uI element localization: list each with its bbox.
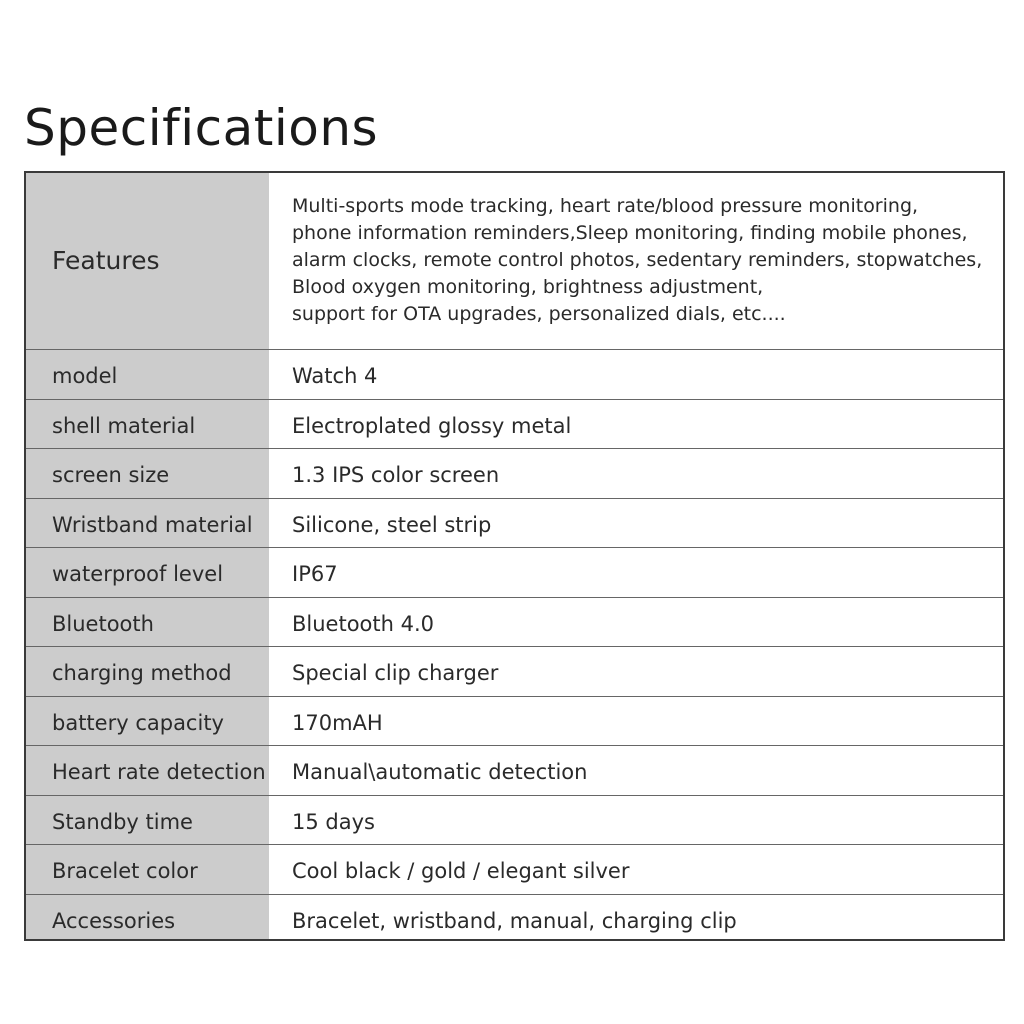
- spec-row-bluetooth: [26, 598, 1003, 648]
- spec-row-features: [26, 173, 1003, 350]
- spec-label: Bracelet color: [26, 845, 269, 894]
- spec-value: Bluetooth 4.0: [292, 611, 435, 636]
- spec-value: 170mAH: [292, 710, 383, 735]
- spec-label: Accessories: [26, 895, 269, 942]
- feature-line: alarm clocks, remote control photos, sedentary reminders, stopwatches,: [292, 249, 983, 271]
- spec-row-accessories: [26, 895, 1003, 942]
- spec-value: Silicone, steel strip: [292, 512, 492, 537]
- spec-label: Heart rate detection: [26, 746, 269, 795]
- spec-value: Special clip charger: [292, 661, 499, 685]
- spec-row-charging-method: [26, 647, 1003, 697]
- spec-label: screen size: [26, 449, 269, 498]
- spec-row-waterproof-level: [26, 548, 1003, 598]
- spec-value: 1.3 IPS color screen: [292, 463, 500, 487]
- features-value: [269, 173, 1003, 349]
- spec-label: Standby time: [26, 796, 269, 845]
- spec-label: Bluetooth: [26, 598, 269, 647]
- spec-value: 15 days: [292, 809, 375, 834]
- spec-row-screen-size: [26, 449, 1003, 499]
- feature-line: Multi-sports mode tracking, heart rate/blood pressure monitoring,: [292, 195, 919, 217]
- spec-row-wristband-material: [26, 499, 1003, 549]
- feature-line: phone information reminders,Sleep monitoring, finding mobile phones,: [292, 222, 968, 244]
- spec-label: waterproof level: [26, 548, 269, 597]
- spec-row-heart-rate-detection: [26, 746, 1003, 796]
- spec-row-shell-material: [26, 400, 1003, 450]
- spec-value: Watch 4: [292, 364, 378, 388]
- spec-value: Cool black / gold / elegant silver: [292, 859, 630, 883]
- spec-label: Wristband material: [26, 499, 269, 548]
- spec-label: charging method: [26, 647, 269, 696]
- page-title: Specifications: [24, 99, 379, 157]
- spec-row-standby-time: [26, 796, 1003, 846]
- spec-row-battery-capacity: [26, 697, 1003, 747]
- spec-label: battery capacity: [26, 697, 269, 746]
- spec-value: Electroplated glossy metal: [292, 413, 572, 438]
- spec-label: shell material: [26, 400, 269, 449]
- spec-value: IP67: [292, 562, 338, 586]
- spec-value: Bracelet, wristband, manual, charging clip: [292, 908, 737, 933]
- feature-line: Blood oxygen monitoring, brightness adjustment,: [292, 276, 764, 298]
- spec-label: model: [26, 350, 269, 399]
- spec-row-bracelet-color: [26, 845, 1003, 895]
- feature-line: support for OTA upgrades, personalized dials, etc....: [292, 303, 786, 325]
- spec-row-model: [26, 350, 1003, 400]
- spec-label: Features: [26, 173, 269, 349]
- specifications-table: [24, 171, 1005, 941]
- spec-value: Manual\automatic detection: [292, 760, 588, 784]
